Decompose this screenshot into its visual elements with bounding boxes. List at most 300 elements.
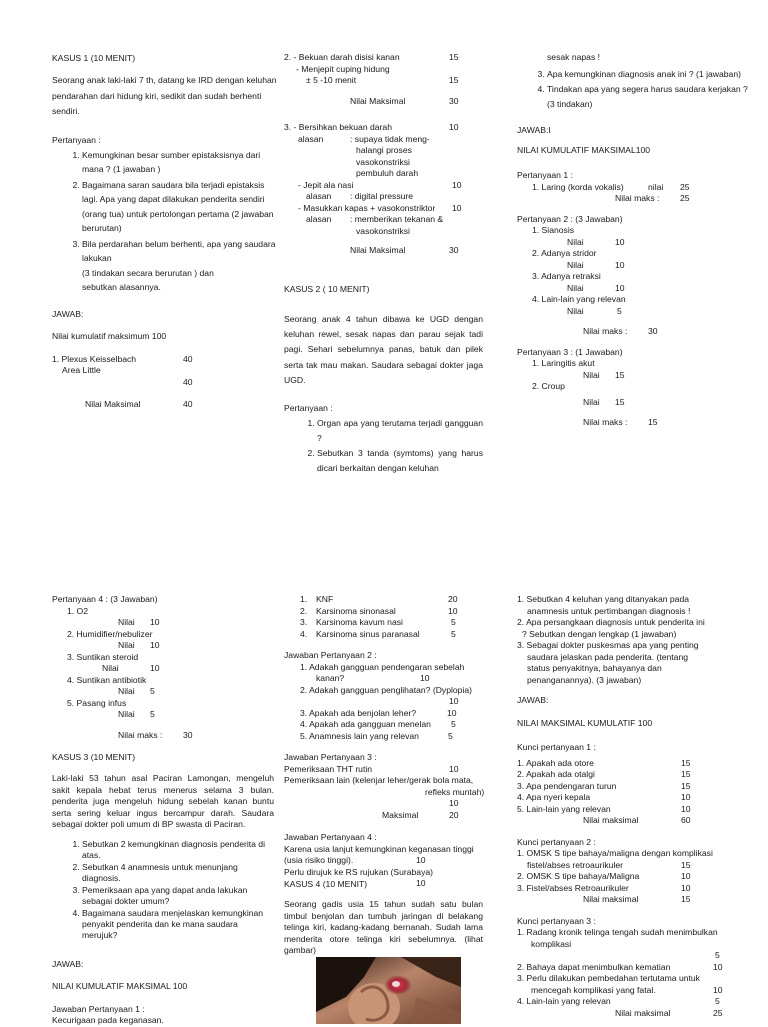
k4-jawab-text: JAWAB: [517, 695, 549, 705]
g1-value: 10 [416, 855, 426, 865]
k4-k2b [517, 871, 747, 883]
k2-p2max [517, 326, 749, 338]
p4-i4-label: 4. Suntikan antibiotik [67, 674, 147, 685]
k2-p1a-value: 25 [680, 181, 690, 192]
k4-k3-max-value: 25 [713, 1007, 723, 1018]
p4-i1-label: 1. O2 [67, 605, 89, 616]
k2-p1a-nilai: nilai [648, 181, 664, 192]
kasus1-a1-label2: Area Little [62, 365, 101, 375]
kasus2-nilai-kumulatif: NILAI KUMULATIF MAKSIMAL100 [517, 145, 651, 155]
kasus3-intro: Laki-laki 53 tahun asal Paciran Lamongan, mengeluh sakit kepala hebat terus menerus selama 3 bulan. penderita juga mengeluh hidung sebelah kanan buntu serta sering keluar ingus bercampur darah. Saudara sebagai dokter poli umum di BP swasta di Paciran. [52, 773, 274, 829]
kasus2-questions [284, 416, 483, 475]
p4-i3 [52, 652, 280, 664]
a3-10: vasokonstriksi [356, 225, 410, 236]
e4-text: 4. Apakah ada gangguan menelan [300, 719, 431, 729]
kasus1-q3 [82, 237, 280, 295]
ear-photo-icon [316, 957, 461, 1024]
kasus1-answers-cont [284, 52, 484, 257]
kasus1-section [52, 52, 280, 411]
k2-p2a-v [517, 237, 749, 249]
d3-value: 5 [451, 617, 456, 627]
k2-p1-max-label: Nilai maks : [615, 193, 660, 203]
a3-line8 [284, 203, 484, 215]
jp4-label: Jawaban Pertanyaan 4 : [284, 832, 377, 842]
kasus2-q2: 2. Sebutkan 3 tanda (symtoms) yang harus dicari berkaitan dengan keluhan [317, 446, 483, 475]
kasus3-jp1 [52, 1004, 274, 1016]
k4-k1e [517, 804, 747, 816]
f2b [284, 787, 494, 799]
f2-value: 10 [449, 798, 459, 808]
k4-k2a [517, 848, 747, 860]
k4-k3d-text: 4. Lain-lain yang relevan [517, 996, 611, 1006]
e2a [284, 685, 494, 697]
jp2-label: Jawaban Pertanyaan 2 : [284, 650, 377, 660]
k2-p3b-v [517, 397, 749, 409]
a3-5: pembuluh darah [356, 168, 419, 178]
k2-p2c [517, 271, 749, 283]
k4-k1b-text: 2. Apakah ada otalgi [517, 769, 595, 779]
k2-p3-max-value: 15 [648, 417, 658, 427]
kasus4-intro: Seorang gadis usia 15 tahun sudah satu bulan timbul benjolan dan tumbuh jaringan di belakang telinga kiri, kadang-kadang bernanah. Sudah lama menderita otore telinga kiri sebelumnya. (lihat gambar) [284, 899, 483, 955]
e1a-text: 1. Adakah gangguan pendengaran sebelah [300, 661, 465, 672]
k4-k3c2 [517, 985, 747, 997]
kasus1-q3a: Bila perdarahan belum berhenti, apa yang saudara lakukan [82, 238, 276, 263]
k4-q2b-text: ? Sebutkan dengan lengkap (1 jawaban) [522, 628, 677, 639]
e2v [284, 696, 494, 708]
kasus1-a1-label: 1. Plexus Keisselbach [52, 353, 137, 364]
k4-q3b-text: saudara jelaskan pada penderita. (tentang [527, 651, 689, 662]
kasus1-max [52, 399, 280, 411]
k4-k3c2-text: mencegah komplikasi yang fatal. [531, 984, 656, 995]
p4-i2-value: 10 [150, 640, 160, 650]
k2-p2-max-label: Nilai maks : [583, 326, 628, 336]
k2-p2b-v [517, 260, 749, 272]
k2-p2-max-value: 30 [648, 326, 658, 336]
a3-2b: : supaya tidak meng- [350, 133, 430, 144]
k2-p3max [517, 417, 749, 429]
k4-q3c-text: status penyakitnya, bahayanya dan [527, 663, 662, 673]
k4-k1-label: Kunci pertanyaan 1 : [517, 742, 596, 752]
k4-k3b-value: 10 [713, 961, 723, 972]
e3-text: 3. Apakah ada benjolan leher? [300, 707, 417, 718]
kasus2-q4: 4. Tindakan apa yang segera harus saudara kerjakan ? (3 tindakan) [547, 82, 749, 111]
kasus1-max-label: Nilai Maksimal [85, 399, 141, 409]
kasus1-intro: Seorang anak laki-laki 7 th, datang ke IRD dengan keluhan pendarahan dari hidung kiri, sedikit dan sudah berhenti sendiri. [52, 75, 277, 116]
k2-p2a [517, 225, 749, 237]
e2-value: 10 [449, 696, 459, 706]
k4-k1e-text: 5. Lain-lain yang relevan [517, 803, 611, 814]
k4-q1b [517, 606, 747, 618]
a2-1-value: 15 [449, 52, 459, 62]
k4-k2a-text: 1. OMSK S tipe bahaya/maligna dengan komplikasi [517, 848, 713, 858]
k4-k1-max [517, 815, 747, 827]
p4-i3-label: 3. Suntikan steroid [67, 651, 139, 662]
k2-p2c-value: 10 [615, 282, 625, 293]
kasus1-q2: 2. Bagaimana saran saudara bila terjadi epistaksis lagi. Apa yang dapat dilakukan penderita sendiri (orang tua) untuk pertolongan pertama (2 jawaban berurutan) [82, 178, 280, 236]
k2-p1-label: Pertanyaan 1 : [517, 170, 573, 180]
k4-k2c [517, 883, 747, 895]
kasus2-jawab: JAWAB:I [517, 125, 551, 135]
k2-p2-label: Pertanyaan 2 : (3 Jawaban) [517, 213, 623, 224]
k4-jawab [517, 695, 747, 707]
a3-2a: alasan [298, 133, 324, 144]
a3-6: - Jepit ala nasi [298, 179, 354, 190]
kasus2-title: KASUS 2 ( 10 MENIT) [284, 284, 370, 294]
kasus2-pertanyaan-label: Pertanyaan : [284, 403, 333, 414]
kasus2-intro: Seorang anak 4 tahun dibawa ke UGD dengan keluhan rewel, sesak napas dan parau sejak tadi pagi. Sehari sebelumnya panas, batuk dan pilek serta tak mau makan. Saudara sebagai dokter jaga UGD. [284, 314, 483, 385]
k4-k1d-value: 10 [681, 792, 691, 802]
d1 [284, 594, 494, 606]
k4-k1b [517, 769, 747, 781]
k2-p2d-nilai: Nilai [567, 305, 584, 316]
p4-i2-nilai: Nilai [118, 640, 135, 650]
k2-p1a-label: 1. Laring (korda vokalis) [532, 181, 624, 192]
k2-p3b-value: 15 [615, 396, 625, 407]
kasus3-jp1a [52, 1015, 274, 1027]
jp3-label: Jawaban Pertanyaan 3 : [284, 752, 377, 762]
k4-k2b-value: 10 [681, 871, 691, 881]
a3-max-label: Nilai Maksimal [350, 245, 406, 255]
a2-2: - Menjepit cuping hidung [296, 63, 390, 74]
p4-i1-v [52, 617, 280, 629]
k4-nilai-kumulatif [517, 718, 747, 730]
p4-i2-v [52, 640, 280, 652]
kasus2-q4-answers [52, 594, 280, 741]
k4-k2-max-value: 15 [681, 894, 691, 904]
f-max-label: Maksimal [382, 809, 419, 820]
p4-i2-label: 2. Humidifier/nebulizer [67, 628, 153, 639]
p4-i4 [52, 675, 280, 687]
g1a-text: Karena usia lanjut kemungkinan keganasan tinggi [284, 843, 474, 854]
a2-3: ± 5 -10 menit [306, 75, 357, 85]
kasus2-cont-text: sesak napas ! [547, 52, 601, 62]
g1a [284, 844, 494, 856]
k4-k3c-value: 10 [713, 984, 723, 995]
p4-title [52, 594, 280, 606]
k2-p2c-nilai: Nilai [567, 282, 584, 293]
kasus2-questions-cont [517, 67, 749, 112]
k4-k3-max-label: Nilai maksimal [615, 1007, 671, 1018]
k2-p3a-v [517, 370, 749, 382]
k2-p2b [517, 248, 749, 260]
k2-p3b [517, 381, 749, 393]
a3-8-value: 10 [452, 202, 462, 213]
e1a [284, 662, 494, 674]
k4-k1a [517, 758, 747, 770]
f2b-text: refleks muntah) [425, 786, 485, 797]
kasus3-section [52, 751, 274, 1027]
f1 [284, 764, 494, 776]
g2-value: 10 [416, 878, 426, 888]
k4-k2c-text: 3. Fistel/abses Retroaurikuler [517, 882, 629, 893]
d1-label: KNF [316, 594, 334, 604]
k4-k2-label: Kunci pertanyaan 2 : [517, 836, 596, 847]
jp2 [284, 650, 494, 662]
k4-k3-label: Kunci pertanyaan 3 : [517, 915, 596, 926]
k4-k3a2-text: komplikasi [531, 938, 572, 949]
k4-k1-max-value: 60 [681, 815, 691, 825]
k2-p2a-value: 10 [615, 236, 625, 247]
a3-9b: : memberikan tekanan & [350, 214, 444, 224]
kasus3-nilai-kumulatif: NILAI KUMULATIF MAKSIMAL 100 [52, 980, 188, 991]
e5-value: 5 [448, 730, 453, 741]
k2-p2d [517, 294, 749, 306]
kasus1-answer1c [52, 377, 280, 389]
f2v [284, 798, 494, 810]
kasus4-section [284, 878, 483, 957]
k4-q3c [517, 663, 747, 675]
e4 [284, 719, 494, 731]
g2a-text: Perlu dirujuk ke RS rujukan (Surabaya) [284, 866, 434, 877]
f2a [284, 775, 494, 787]
d2-value: 10 [448, 605, 458, 616]
kasus3-q4: 4. Bagaimana saudara menjelaskan kemungkinan penyakit penderita dan ke mana saudara merujuk? [82, 908, 274, 941]
a3-1-value: 10 [449, 122, 459, 132]
k2-p3a-value: 15 [615, 369, 625, 380]
k4-q1a [517, 594, 747, 606]
p4-i3-value: 10 [150, 663, 160, 673]
p4-i4-value: 5 [150, 686, 155, 696]
a2-max-label: Nilai Maksimal [350, 95, 406, 106]
p4-i5-value: 5 [150, 709, 155, 719]
k4-q3b [517, 652, 747, 664]
p4-max-label: Nilai maks : [118, 729, 163, 740]
e1-value: 10 [420, 673, 430, 683]
k2-p3-label: Pertanyaan 3 : (1 Jawaban) [517, 346, 623, 357]
kasus2-answers [517, 52, 749, 429]
kasus2-q1: 1. Organ apa yang terutama terjadi gangguan ? [317, 416, 483, 445]
a3-line1 [284, 122, 484, 134]
kasus3-title: KASUS 3 (10 MENIT) [52, 752, 136, 762]
k4-q3d-text: penanganannya). (3 jawaban) [527, 674, 642, 685]
k4-k1a-value: 15 [681, 757, 691, 768]
k2-p2c-label: 3. Adanya retraksi [532, 271, 601, 281]
p4-i5-label: 5. Pasang infus [67, 697, 127, 708]
e4-value: 5 [451, 719, 456, 729]
k4-k1c-text: 3. Apa pendengaran turun [517, 780, 617, 791]
k4-q2b [517, 629, 747, 641]
p4-i5-v [52, 709, 280, 721]
k4-k2a-value: 15 [681, 859, 691, 870]
k4-q3a [517, 640, 747, 652]
k2-p2 [517, 214, 749, 226]
k4-k2c-value: 10 [681, 882, 691, 893]
p4-i5 [52, 698, 280, 710]
kasus1-q3b: (3 tindakan secara berurutan ) dan [82, 267, 214, 278]
a3-max [284, 245, 484, 257]
kasus1-jawab: JAWAB: [52, 308, 84, 319]
kasus3-questions [52, 839, 274, 941]
k4-q3a-text: 3. Sebagai dokter puskesmas apa yang penting [517, 640, 699, 650]
k4-k3a-value: 5 [715, 950, 720, 960]
kasus1-nilai-kumulatif: Nilai kumulatif maksimum 100 [52, 330, 167, 341]
k4-k1b-value: 15 [681, 769, 691, 779]
k2-p1-max-value: 25 [680, 193, 690, 203]
d4-label: Karsinoma sinus paranasal [316, 628, 420, 639]
k4-k1-max-label: Nilai maksimal [583, 815, 639, 825]
d1-num: 1. [300, 594, 308, 604]
jp4 [284, 832, 494, 844]
k2-p3 [517, 347, 749, 359]
k4-k1d-text: 4. Apa nyeri kepala [517, 792, 591, 802]
kasus3-q2: 2. Sebutkan 4 anamnesis untuk menunjang diagnosis. [82, 862, 274, 884]
a3-3: halangi proses [356, 145, 412, 155]
kasus3-q3: 3. Pemeriksaan apa yang dapat anda lakukan sebagai dokter umum? [82, 885, 274, 907]
a3-9a: alasan [306, 214, 332, 224]
a3-line5 [284, 168, 484, 180]
kasus1-answer1 [52, 354, 280, 366]
a3-7b: : digital pressure [350, 191, 414, 201]
k2-p3a-label: 1. Laringitis akut [532, 358, 595, 368]
p4-i5-nilai: Nilai [118, 709, 135, 719]
f-max-value: 20 [449, 809, 459, 820]
k4-k3b [517, 962, 747, 974]
d4-num: 4. [300, 628, 308, 639]
g1b-text: (usia risiko tinggi). [284, 855, 354, 865]
k4-k3-max [517, 1008, 747, 1020]
k4-k2-max-label: Nilai maksimal [583, 894, 639, 904]
a2-3-value: 15 [449, 75, 459, 85]
a3-1: 3. - Bersihkan bekuan darah [284, 122, 392, 132]
k4-k3c-text: 3. Perlu dilakukan pembedahan tertutama untuk [517, 973, 700, 983]
d2-num: 2. [300, 605, 308, 616]
k2-p3a [517, 358, 749, 370]
kasus3-answers [284, 594, 494, 890]
a3-line6 [284, 180, 484, 192]
a3-line7 [284, 191, 484, 203]
a3-line4 [284, 157, 484, 169]
a3-8: - Masukkan kapas + vasokonstriktor [298, 202, 436, 213]
k2-p3b-label: 2. Croup [532, 381, 565, 391]
k2-p2a-nilai: Nilai [567, 236, 584, 247]
k4-k2 [517, 837, 747, 849]
kasus3-jp1a-text: Kecurigaan pada keganasan. [52, 1015, 164, 1025]
k4-k3c [517, 973, 747, 985]
a3-6-value: 10 [452, 179, 462, 190]
kasus1-max-value: 40 [183, 399, 193, 409]
kasus3-jawab: JAWAB: [52, 958, 84, 969]
a2-max-value: 30 [449, 95, 459, 106]
k2-p2a-label: 1. Sianosis [532, 225, 575, 235]
d4-value: 5 [451, 628, 456, 639]
a3-max-value: 30 [449, 245, 459, 255]
a2-1: 2. - Bekuan darah disisi kanan [284, 52, 400, 62]
k4-k1d [517, 792, 747, 804]
k4-k1 [517, 742, 747, 754]
p4-i3-nilai: Nilai [102, 663, 119, 673]
kasus2-cont [517, 52, 749, 64]
a3-4: vasokonstriksi [356, 156, 410, 167]
k2-p2b-nilai: Nilai [567, 259, 584, 270]
k4-k3 [517, 916, 747, 928]
kasus1-q1: 1. Kemungkinan besar sumber epistaksisnya dari mana ? (1 jawaban ) [82, 148, 280, 177]
k4-k1c-value: 15 [681, 780, 691, 791]
k4-q1a-text: 1. Sebutkan 4 keluhan yang ditanyakan pada [517, 594, 690, 604]
k4-k1c [517, 781, 747, 793]
p4-i1 [52, 606, 280, 618]
e5-text: 5. Anamnesis lain yang relevan [300, 730, 419, 741]
a2-line1 [284, 52, 484, 64]
kasus1-a1-value2: 40 [183, 376, 193, 387]
kasus4-title: KASUS 4 (10 MENIT) [284, 879, 368, 889]
e3 [284, 708, 494, 720]
k2-p2d-v [517, 306, 749, 318]
k4-k2b-text: 2. OMSK S tipe bahaya/Maligna [517, 871, 640, 881]
k2-p3a-nilai: Nilai [583, 369, 600, 380]
p4-i4-nilai: Nilai [118, 686, 135, 696]
k4-k2a2-text: fistel/abses retroaurikuler [527, 859, 624, 870]
k4-q3d [517, 675, 747, 687]
e5 [284, 731, 494, 743]
p4-i2 [52, 629, 280, 641]
d2-label: Karsinoma sinonasal [316, 605, 396, 616]
e3-value: 10 [447, 707, 457, 718]
k4-k3a [517, 927, 747, 939]
k4-k2-max [517, 894, 747, 906]
a3-line9 [284, 214, 484, 226]
k4-k1a-text: 1. Apakah ada otore [517, 757, 594, 768]
kasus4-questions-answers [517, 594, 747, 1019]
e2a-text: 2. Adakah gangguan penglihatan? (Dyplopia) [300, 684, 473, 695]
k4-k2a2 [517, 860, 747, 872]
k4-k3d-value: 5 [715, 996, 720, 1006]
p4-max [52, 730, 280, 742]
kasus2-q3: 3. Apa kemungkinan diagnosis anak ini ? (1 jawaban) [547, 67, 749, 82]
d4 [284, 629, 494, 641]
k4-q2a-text: 2. Apa persangkaan diagnosis untuk penderita ini [517, 617, 705, 627]
k4-k3a-text: 1. Radang kronik telinga tengah sudah menimbulkan [517, 927, 718, 937]
k4-k3a-v [517, 950, 747, 962]
e1b [284, 673, 494, 685]
k2-p2d-label: 4. Lain-lain yang relevan [532, 294, 626, 304]
a2-line3 [284, 75, 484, 87]
kasus3-jp1-label: Jawaban Pertanyaan 1 : [52, 1003, 145, 1014]
p4-i1-nilai: Nilai [118, 617, 135, 627]
a3-line2 [284, 134, 484, 146]
k2-p3b-nilai: Nilai [583, 396, 600, 407]
k2-p2b-label: 2. Adanya stridor [532, 248, 597, 258]
d1-value: 20 [448, 594, 458, 604]
k2-p2b-value: 10 [615, 259, 625, 270]
kasus1-title: KASUS 1 (10 MENIT) [52, 53, 136, 63]
k2-p3-max-label: Nilai maks : [583, 417, 628, 427]
kasus1-q3c: sebutkan alasannya. [82, 282, 161, 292]
k4-k3d [517, 996, 747, 1008]
p4-title-text: Pertanyaan 4 : (3 Jawaban) [52, 594, 158, 604]
a2-line2 [284, 64, 484, 76]
a3-line3 [284, 145, 484, 157]
p4-max-value: 30 [183, 729, 193, 740]
k4-q2a [517, 617, 747, 629]
d3 [284, 617, 494, 629]
k4-k1e-value: 10 [681, 803, 691, 814]
kasus1-a1-value: 40 [183, 353, 193, 364]
kasus1-answer1b [52, 365, 280, 377]
k4-nilai-kumulatif-text: NILAI MAKSIMAL KUMULATIF 100 [517, 717, 653, 728]
f1-text: Pemeriksaan THT rutin [284, 763, 373, 774]
g2a [284, 867, 494, 879]
a2-max [284, 96, 484, 108]
e1b-text: kanan? [316, 673, 345, 683]
d3-num: 3. [300, 617, 308, 627]
k2-p2d-value: 5 [617, 305, 622, 316]
k4-k3b-text: 2. Bahaya dapat menimbulkan kematian [517, 961, 671, 972]
kasus1-pertanyaan-label: Pertanyaan : [52, 134, 101, 145]
p4-i1-value: 10 [150, 617, 160, 627]
k2-p1 [517, 170, 749, 182]
kasus1-questions [52, 148, 280, 295]
k4-q1b-text: anamnesis untuk pertimbangan diagnosis ! [527, 605, 691, 616]
